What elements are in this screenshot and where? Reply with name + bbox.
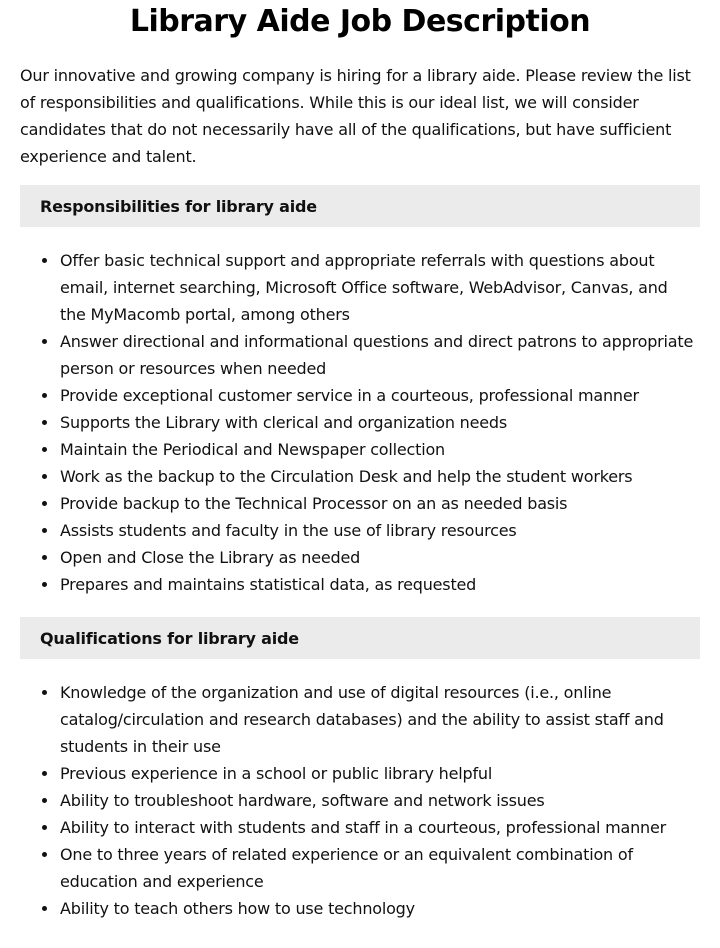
list-item: Open and Close the Library as needed xyxy=(60,544,700,571)
responsibilities-heading: Responsibilities for library aide xyxy=(20,185,700,227)
list-item: Provide backup to the Technical Processor on an as needed basis xyxy=(60,490,700,517)
list-item: Prepares and maintains statistical data, as requested xyxy=(60,571,700,598)
qualifications-list xyxy=(20,679,700,922)
list-item: Maintain the Periodical and Newspaper collection xyxy=(60,436,700,463)
page-title: Library Aide Job Description xyxy=(129,4,591,39)
list-item: Ability to teach others how to use technology xyxy=(60,895,700,922)
list-item: Ability to troubleshoot hardware, software and network issues xyxy=(60,787,700,814)
intro-paragraph: Our innovative and growing company is hiring for a library aide. Please review the list of responsibilities and qualifications. While this is our ideal list, we will consider candidates that do not necessarily have all of the qualifications, but have sufficient experience and talent. xyxy=(20,66,691,166)
list-item: Knowledge of the organization and use of digital resources (i.e., online catalog/circulation and research databases) and the ability to assist staff and students in their use xyxy=(60,679,700,760)
list-item: Work as the backup to the Circulation Desk and help the student workers xyxy=(60,463,700,490)
responsibilities-list xyxy=(20,247,700,598)
list-item: Supports the Library with clerical and organization needs xyxy=(60,409,700,436)
list-item: Assists students and faculty in the use of library resources xyxy=(60,517,700,544)
list-item: Provide exceptional customer service in a courteous, professional manner xyxy=(60,382,700,409)
list-item: Offer basic technical support and appropriate referrals with questions about email, internet searching, Microsoft Office software, WebAdvisor, Canvas, and the MyMacomb portal, among others xyxy=(60,247,700,328)
list-item: Previous experience in a school or public library helpful xyxy=(60,760,700,787)
list-item: Ability to interact with students and staff in a courteous, professional manner xyxy=(60,814,700,841)
qualifications-heading: Qualifications for library aide xyxy=(20,617,700,659)
list-item: Answer directional and informational questions and direct patrons to appropriate person or resources when needed xyxy=(60,328,700,382)
list-item: One to three years of related experience or an equivalent combination of education and experience xyxy=(60,841,700,895)
